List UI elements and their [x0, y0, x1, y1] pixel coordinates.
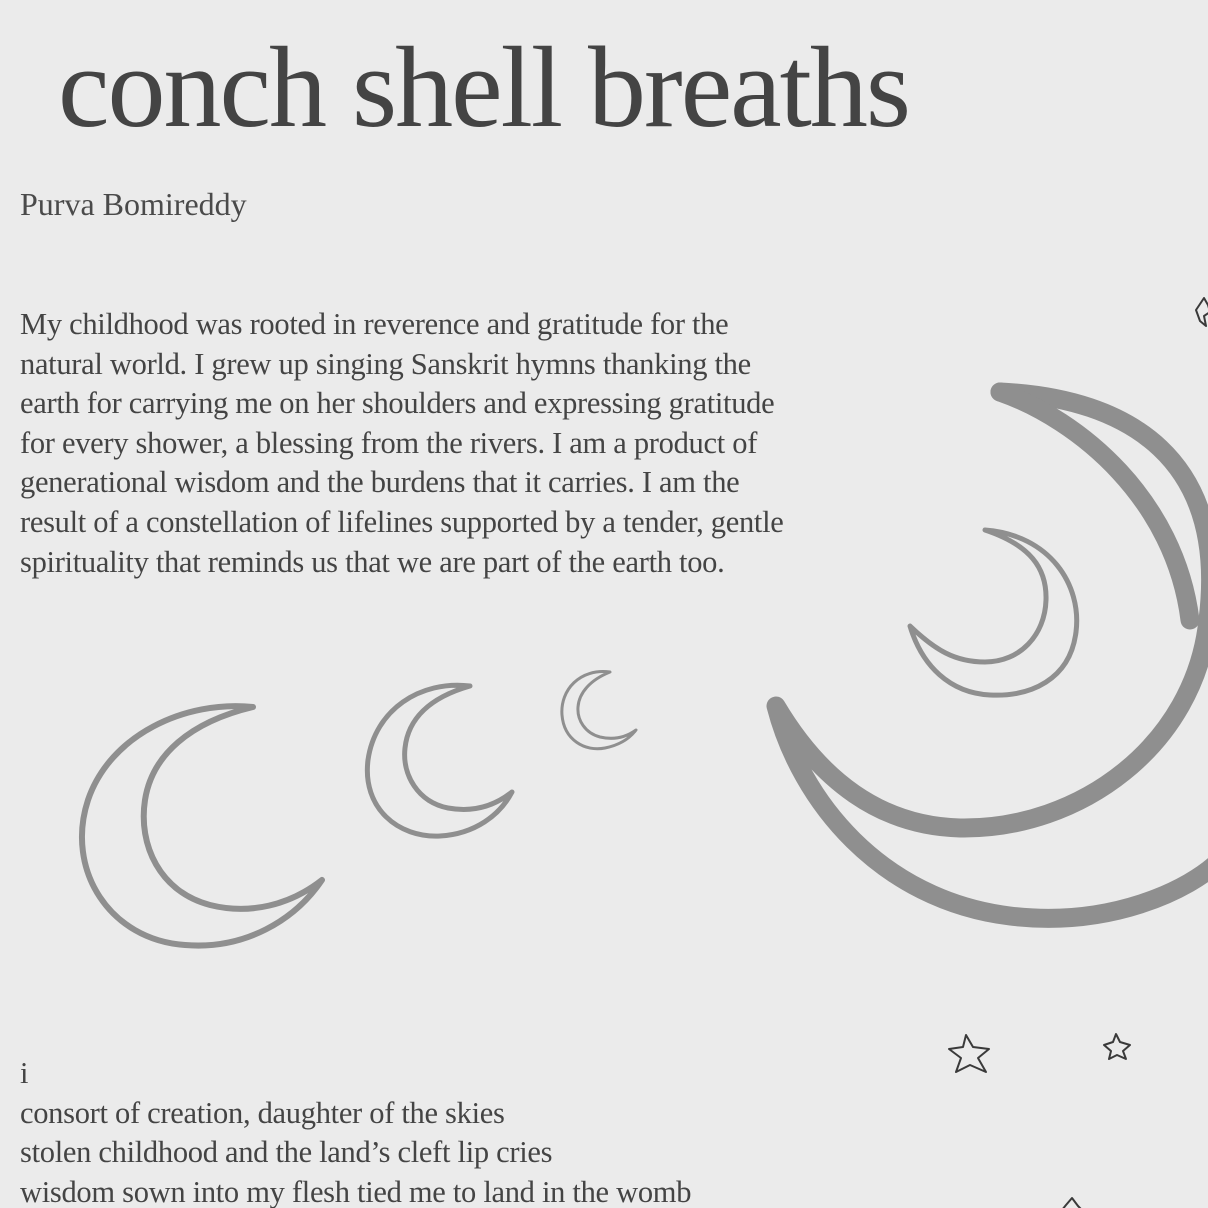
intro-line: natural world. I grew up singing Sanskrit hymns thanking the — [20, 346, 751, 381]
page-title: conch shell breaths — [58, 24, 910, 152]
poem-section-number: i — [20, 1056, 29, 1090]
intro-line: earth for carrying me on her shoulders and expressing gratitude — [20, 386, 775, 421]
intro-line: spirituality that reminds us that we are part of the earth too. — [20, 544, 725, 579]
star-icon — [949, 1035, 989, 1072]
star-icon — [1062, 1198, 1082, 1208]
author-name: Purva Bomireddy — [20, 186, 247, 222]
crescent-moon-icon — [367, 685, 512, 836]
star-icon — [1196, 298, 1208, 326]
intro-line: for every shower, a blessing from the rivers. I am a product of — [20, 425, 758, 460]
intro-line: result of a constellation of lifelines supported by a tender, gentle — [20, 504, 784, 539]
poem-body — [20, 1054, 691, 1208]
poem-line: wisdom sown into my flesh tied me to land in the womb — [20, 1174, 692, 1208]
poem-line: stolen childhood and the land’s cleft lip cries — [20, 1135, 553, 1169]
poem-line: consort of creation, daughter of the skies — [20, 1095, 505, 1130]
crescent-moon-icon — [82, 706, 322, 945]
star-icon — [1104, 1034, 1130, 1059]
crescent-moon-icon — [562, 672, 636, 749]
intro-paragraph — [20, 305, 900, 582]
intro-line: My childhood was rooted in reverence and gratitude for the — [20, 307, 729, 341]
crescent-moon-icon — [910, 530, 1077, 695]
intro-line: generational wisdom and the burdens that it carries. I am the — [20, 465, 740, 500]
